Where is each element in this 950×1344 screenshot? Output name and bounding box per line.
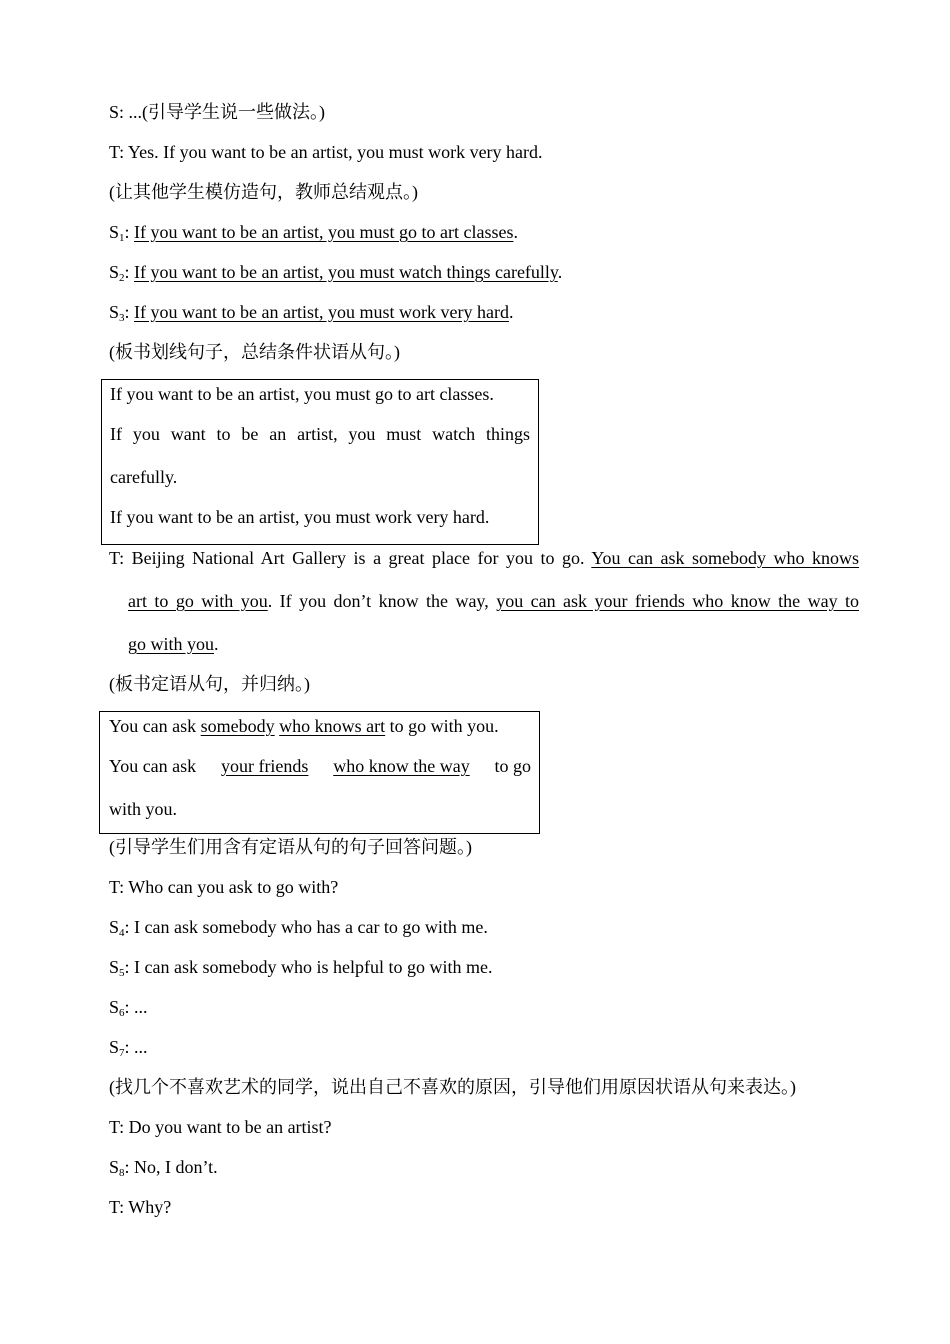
line-s3: $S_3$: If you want to be an artist, you must work very hard.	[109, 302, 514, 324]
line-s4: $S_4$: I can ask somebody who has a car to go with me.	[109, 917, 488, 939]
line-teacher-1: T: Yes. If you want to be an artist, you must work very hard.	[109, 142, 543, 162]
line-teacher-2-row2: art to go with you. If you don’t know the way, you can ask your friends who know the way to	[128, 591, 859, 611]
line-s1: $S_1$: If you want to be an artist, you must go to art classes.	[109, 222, 518, 244]
line-teacher-4: T: Do you want to be an artist?	[109, 1117, 332, 1137]
box2-row-1: You can ask somebody who knows art to go with you.	[109, 716, 499, 736]
box1-row-3: carefully.	[110, 467, 178, 487]
line-s2: $S_2$: If you want to be an artist, you must watch things carefully.	[109, 262, 563, 284]
box2-row-2: You can ask your friends who know the way to go	[109, 756, 531, 776]
line-teacher-3: T: Who can you ask to go with?	[109, 877, 339, 897]
box1-row-2: If you want to be an artist, you must watch things	[110, 424, 530, 444]
box1-row-4: If you want to be an artist, you must work very hard.	[110, 507, 490, 527]
box1-row-1: If you want to be an artist, you must go to art classes.	[110, 384, 494, 404]
line-teacher-5: T: Why?	[109, 1197, 172, 1217]
line-s7: $S_7$: ...	[109, 1037, 148, 1059]
line-instruction-4: (引导学生们用含有定语从句的句子回答问题。)	[109, 837, 472, 857]
line-teacher-2-row1: T: Beijing National Art Gallery is a great place for you to go. You can ask somebody who knows	[109, 548, 860, 568]
blackboard-box-conditional	[101, 379, 539, 545]
line-s5: $S_5$: I can ask somebody who is helpful to go with me.	[109, 957, 493, 979]
line-instruction-1: (让其他学生模仿造句，教师总结观点。)	[109, 182, 418, 202]
blackboard-box-relative	[99, 711, 540, 834]
line-s8: $S_8$: No, I don’t.	[109, 1157, 218, 1179]
line-instruction-5: (找几个不喜欢艺术的同学，说出自己不喜欢的原因，引导他们用原因状语从句来表达。)	[109, 1077, 796, 1097]
box2-row-3: with you.	[109, 799, 178, 819]
line-teacher-2-row3: go with you.	[128, 634, 219, 654]
line-instruction-2: (板书划线句子，总结条件状语从句。)	[109, 342, 400, 362]
line-s6: $S_6$: ...	[109, 997, 148, 1019]
line-s-prompt: S: ...(引导学生说一些做法。)	[109, 102, 325, 122]
line-instruction-3: (板书定语从句，并归纳。)	[109, 674, 310, 694]
